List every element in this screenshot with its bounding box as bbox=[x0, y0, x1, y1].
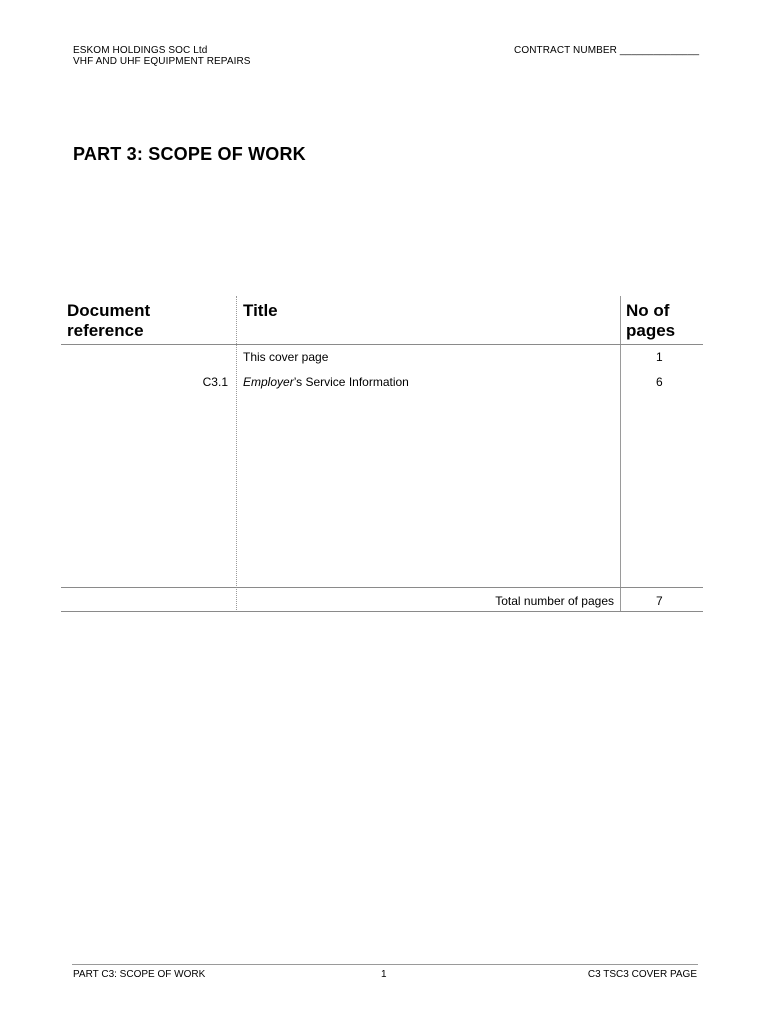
total-value: 7 bbox=[656, 594, 663, 608]
header-company: ESKOM HOLDINGS SOC Ltd bbox=[73, 45, 208, 56]
header-project: VHF AND UHF EQUIPMENT REPAIRS bbox=[73, 56, 251, 67]
footer-document-code: C3 TSC3 COVER PAGE bbox=[587, 969, 697, 980]
col-header-pages-line1: No of bbox=[626, 301, 670, 320]
row-title bbox=[243, 375, 409, 389]
table-header-rule bbox=[61, 344, 703, 345]
total-label: Total number of pages bbox=[495, 594, 614, 608]
col-header-title: Title bbox=[243, 301, 278, 320]
row-title-emphasis: Employer bbox=[243, 375, 294, 389]
contract-number-label: CONTRACT NUMBER bbox=[514, 45, 617, 56]
row-doc-ref: C3.1 bbox=[202, 375, 228, 389]
header-contract-number bbox=[514, 45, 699, 56]
col-header-pages bbox=[626, 301, 675, 341]
row-page-count: 6 bbox=[656, 375, 663, 389]
col-header-pages-line2: pages bbox=[626, 321, 676, 340]
col-header-doc-ref bbox=[67, 301, 150, 341]
footer-rule bbox=[72, 964, 698, 965]
contract-number-blank: ______________ bbox=[619, 45, 700, 56]
col-header-doc-ref-line1: Document bbox=[67, 301, 151, 320]
row-title bbox=[243, 350, 328, 364]
table-bottom-rule bbox=[61, 611, 703, 612]
footer-page-number: 1 bbox=[381, 969, 387, 980]
row-title-text: ’s Service Information bbox=[293, 375, 409, 389]
page-title: PART 3: SCOPE OF WORK bbox=[73, 144, 306, 164]
row-title-text: This cover page bbox=[243, 350, 329, 364]
row-page-count: 1 bbox=[656, 350, 663, 364]
col-header-doc-ref-line2: reference bbox=[67, 321, 144, 340]
footer-section: PART C3: SCOPE OF WORK bbox=[73, 969, 206, 980]
table-total-rule-top bbox=[61, 587, 703, 588]
